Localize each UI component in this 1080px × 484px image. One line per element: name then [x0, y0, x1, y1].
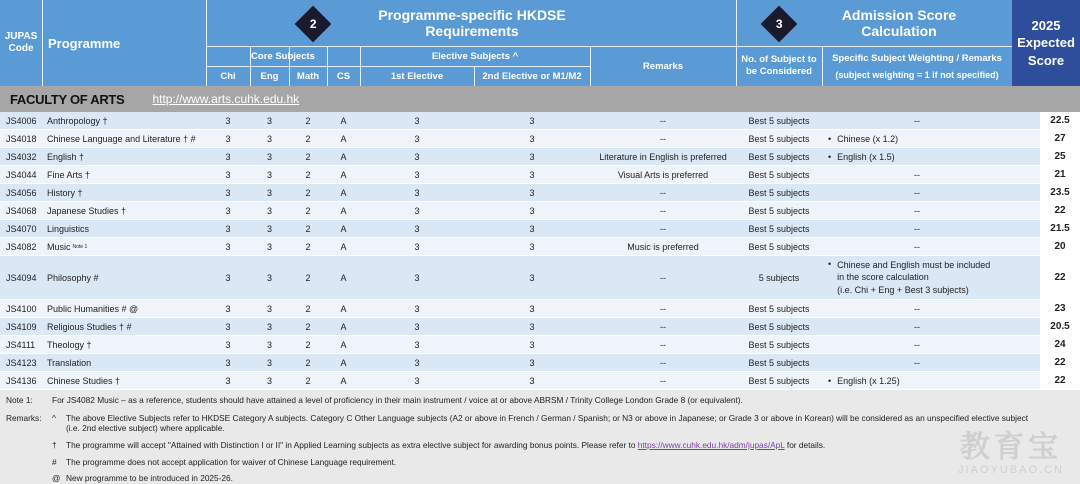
table-row [0, 336, 1080, 354]
table-row [0, 112, 1080, 130]
cell-cs: A [340, 375, 347, 386]
cell-cs: A [340, 223, 347, 234]
cell-programme: Religious Studies † # [47, 321, 132, 332]
cell-e2: 3 [529, 272, 535, 283]
cell-code: JS4100 [6, 303, 37, 314]
dagger-text: The programme will accept "Attained with Distinction I or II" in Applied Learning subjects as extra elective subject for awarding bonus points. Please refer to [66, 440, 636, 450]
cell-math: 2 [305, 187, 311, 198]
core-subjects-header: Core Subjects [251, 50, 315, 62]
cell-programme: Chinese Language and Literature † # [47, 133, 196, 144]
cell-eng: 3 [266, 321, 272, 332]
section-2-badge: 2 [295, 6, 332, 43]
cell-math: 2 [305, 205, 311, 216]
cell-programme: History † [47, 187, 83, 198]
cell-chi: 3 [225, 375, 231, 386]
cell-score: 21 [1040, 166, 1080, 183]
cell-math: 2 [305, 151, 311, 162]
cell-programme: Philosophy # [47, 272, 99, 283]
cell-remarks: -- [660, 375, 666, 386]
cell-code: JS4006 [6, 115, 37, 126]
hash-symbol: # [52, 457, 57, 467]
cell-score: 24 [1040, 336, 1080, 353]
cell-chi: 3 [225, 303, 231, 314]
cell-num: Best 5 subjects [748, 133, 810, 144]
expected-score-header: 2025 Expected Score [1012, 0, 1080, 86]
cell-weighting: -- [914, 339, 920, 350]
cell-remarks: -- [660, 339, 666, 350]
cell-weighting: -- [914, 303, 920, 314]
cell-e1: 3 [414, 241, 420, 252]
cell-e2: 3 [529, 133, 535, 144]
cell-num: Best 5 subjects [748, 151, 810, 162]
cell-num: Best 5 subjects [748, 187, 810, 198]
cell-programme: Chinese Studies † [47, 375, 121, 386]
programme-header: Programme [48, 35, 121, 51]
cell-chi: 3 [225, 115, 231, 126]
cs-header: CS [336, 70, 351, 82]
cell-chi: 3 [225, 357, 231, 368]
cell-programme: Anthropology † [47, 115, 108, 126]
table-row [0, 318, 1080, 336]
cell-programme: Linguistics [47, 223, 90, 234]
table-row [0, 220, 1080, 238]
cell-remarks: Music is preferred [627, 241, 699, 252]
cell-math: 2 [305, 133, 311, 144]
cell-programme [42, 238, 206, 255]
cell-e1: 3 [414, 133, 420, 144]
cell-remarks: Visual Arts is preferred [617, 169, 709, 180]
weighting-header: Specific Subject Weighting / Remarks [832, 52, 1002, 64]
cell-score: 22 [1040, 354, 1080, 371]
cell-eng: 3 [266, 223, 272, 234]
cell-remarks: -- [660, 223, 666, 234]
cell-math: 2 [305, 272, 311, 283]
cell-eng: 3 [266, 169, 272, 180]
cell-programme: Japanese Studies † [47, 205, 127, 216]
cell-code: JS4070 [6, 223, 37, 234]
cell-e1: 3 [414, 357, 420, 368]
cell-weighting [822, 256, 1012, 299]
cell-score: 21.5 [1040, 220, 1080, 237]
weighting-text: English (x 1.25) [837, 375, 900, 386]
cell-num: Best 5 subjects [748, 223, 810, 234]
math-header: Math [296, 70, 320, 82]
remarks-label: Remarks: [6, 413, 42, 423]
cell-e2: 3 [529, 357, 535, 368]
cell-e1: 3 [414, 303, 420, 314]
section-3-badge: 3 [761, 6, 798, 43]
caret-text-cont: (i.e. 2nd elective subject) where applicable. [66, 423, 225, 433]
cell-code: JS4018 [6, 133, 37, 144]
cell-code: JS4111 [6, 339, 36, 350]
cell-math: 2 [305, 375, 311, 386]
note1-text: For JS4082 Music – as a reference, students should have attained a level of proficiency in their main instrument / voice at or above ABRSM / Trinity College London Grade 8 (or equivalent). [52, 395, 743, 405]
cell-e1: 3 [414, 321, 420, 332]
cell-cs: A [340, 151, 347, 162]
cell-e2: 3 [529, 321, 535, 332]
cell-code: JS4136 [6, 375, 37, 386]
weighting-text: Chinese (x 1.2) [837, 133, 899, 144]
cell-cs: A [340, 321, 347, 332]
cell-score: 25 [1040, 148, 1080, 165]
apl-link[interactable]: https://www.cuhk.edu.hk/adm/jupas/ApL [637, 440, 785, 450]
cell-remarks: -- [660, 272, 666, 283]
elective1-header: 1st Elective [390, 70, 444, 82]
cell-num: Best 5 subjects [748, 357, 810, 368]
weighting-line: in the score calculation [837, 272, 929, 283]
section-3-title: Admission Score Calculation [841, 7, 957, 39]
watermark-en: JIAOYUBAO.CN [958, 464, 1064, 476]
cell-eng: 3 [266, 375, 272, 386]
cell-weighting: -- [914, 357, 920, 368]
cell-weighting [822, 148, 1012, 165]
cell-code: JS4056 [6, 187, 37, 198]
cell-code: JS4123 [6, 357, 37, 368]
cell-eng: 3 [266, 272, 272, 283]
cell-weighting [822, 372, 1012, 389]
watermark-logo [958, 422, 1064, 476]
note-superscript: Note 1 [72, 243, 88, 250]
cell-e1: 3 [414, 115, 420, 126]
cell-cs: A [340, 357, 347, 368]
weighting-text: English (x 1.5) [837, 151, 895, 162]
cell-weighting: -- [914, 321, 920, 332]
cell-code: JS4068 [6, 205, 37, 216]
cell-eng: 3 [266, 151, 272, 162]
cell-programme: Theology † [47, 339, 92, 350]
cell-e2: 3 [529, 303, 535, 314]
cell-e2: 3 [529, 169, 535, 180]
programme-table [0, 112, 1080, 390]
cell-chi: 3 [225, 321, 231, 332]
cell-eng: 3 [266, 339, 272, 350]
cell-programme: English † [47, 151, 85, 162]
table-row [0, 148, 1080, 166]
cell-math: 2 [305, 339, 311, 350]
cell-score: 23 [1040, 300, 1080, 317]
num-subjects-header: No. of Subject to be Considered [741, 53, 817, 77]
cell-weighting: -- [914, 223, 920, 234]
table-row [0, 238, 1080, 256]
cell-weighting: -- [914, 205, 920, 216]
cell-remarks: -- [660, 303, 666, 314]
bullet-icon: • [828, 151, 832, 162]
cell-eng: 3 [266, 133, 272, 144]
cell-num: Best 5 subjects [748, 241, 810, 252]
cell-e2: 3 [529, 241, 535, 252]
cell-programme: Public Humanities # @ [47, 303, 139, 314]
cell-e1: 3 [414, 339, 420, 350]
cell-score: 27 [1040, 130, 1080, 147]
cell-chi: 3 [225, 151, 231, 162]
cell-math: 2 [305, 241, 311, 252]
caret-symbol: ^ [52, 413, 56, 423]
chi-header: Chi [220, 70, 236, 82]
cell-math: 2 [305, 115, 311, 126]
cell-eng: 3 [266, 303, 272, 314]
watermark-cn: 教育宝 [960, 431, 1063, 464]
cell-cs: A [340, 115, 347, 126]
cell-e2: 3 [529, 375, 535, 386]
cell-cs: A [340, 339, 347, 350]
cell-eng: 3 [266, 115, 272, 126]
cell-e1: 3 [414, 151, 420, 162]
table-row [0, 372, 1080, 390]
cell-score: 20.5 [1040, 318, 1080, 335]
dagger-symbol: † [52, 440, 57, 450]
cell-e1: 3 [414, 375, 420, 386]
cell-eng: 3 [266, 357, 272, 368]
cell-weighting: -- [914, 169, 920, 180]
cell-weighting: -- [914, 241, 920, 252]
cell-code: JS4044 [6, 169, 37, 180]
cell-code: JS4082 [6, 241, 37, 252]
cell-score: 22 [1040, 256, 1080, 299]
bullet-icon: • [828, 375, 832, 386]
cell-cs: A [340, 303, 347, 314]
cell-num: Best 5 subjects [748, 205, 810, 216]
cell-weighting [822, 130, 1012, 147]
cell-chi: 3 [225, 169, 231, 180]
cell-remarks: Literature in English is preferred [599, 151, 727, 162]
table-row [0, 166, 1080, 184]
cell-e1: 3 [414, 223, 420, 234]
at-symbol: @ [52, 473, 61, 483]
eng-header: Eng [260, 70, 279, 82]
cell-cs: A [340, 187, 347, 198]
cell-score: 20 [1040, 238, 1080, 255]
cell-eng: 3 [266, 241, 272, 252]
cell-num: Best 5 subjects [748, 339, 810, 350]
elective2-header: 2nd Elective or M1/M2 [482, 70, 582, 82]
cell-e1: 3 [414, 205, 420, 216]
cell-e1: 3 [414, 169, 420, 180]
cell-cs: A [340, 205, 347, 216]
table-row [0, 256, 1080, 300]
table-row [0, 202, 1080, 220]
cell-chi: 3 [225, 339, 231, 350]
cell-num: Best 5 subjects [748, 169, 810, 180]
table-header [0, 0, 1080, 86]
cell-cs: A [340, 241, 347, 252]
cell-e2: 3 [529, 339, 535, 350]
cell-num: Best 5 subjects [748, 321, 810, 332]
cell-remarks: -- [660, 133, 666, 144]
note1-label: Note 1: [6, 395, 33, 405]
cell-score: 22 [1040, 202, 1080, 219]
cell-math: 2 [305, 303, 311, 314]
weighting-line: Chinese and English must be included [837, 260, 991, 271]
table-row [0, 184, 1080, 202]
cell-num: Best 5 subjects [748, 115, 810, 126]
cell-weighting: -- [914, 115, 920, 126]
cell-remarks: -- [660, 205, 666, 216]
table-row [0, 354, 1080, 372]
cell-code: JS4094 [6, 272, 37, 283]
faculty-name: FACULTY OF ARTS [10, 91, 125, 107]
table-row [0, 130, 1080, 148]
cell-e2: 3 [529, 205, 535, 216]
cell-score: 23.5 [1040, 184, 1080, 201]
cell-code: JS4032 [6, 151, 37, 162]
weighting-line: (i.e. Chi + Eng + Best 3 subjects) [837, 284, 969, 295]
cell-chi: 3 [225, 241, 231, 252]
table-row [0, 300, 1080, 318]
remarks-header: Remarks [642, 60, 684, 72]
cell-programme: Fine Arts † [47, 169, 91, 180]
programme-name: Music [47, 241, 71, 252]
cell-score: 22 [1040, 372, 1080, 389]
cell-programme: Translation [47, 357, 92, 368]
faculty-bar [0, 86, 1080, 112]
cell-e1: 3 [414, 187, 420, 198]
cell-math: 2 [305, 321, 311, 332]
cell-cs: A [340, 169, 347, 180]
weighting-subheader: (subject weighting = 1 if not specified) [835, 70, 999, 80]
cell-math: 2 [305, 357, 311, 368]
hash-text: The programme does not accept application for waiver of Chinese Language requirement. [66, 457, 397, 467]
cell-remarks: -- [660, 187, 666, 198]
cell-chi: 3 [225, 272, 231, 283]
cell-num: Best 5 subjects [748, 375, 810, 386]
cell-chi: 3 [225, 205, 231, 216]
faculty-url-link[interactable]: http://www.arts.cuhk.edu.hk [152, 92, 300, 106]
cell-e1: 3 [414, 272, 420, 283]
dagger-note [66, 440, 825, 450]
cell-eng: 3 [266, 205, 272, 216]
cell-e2: 3 [529, 151, 535, 162]
cell-cs: A [340, 133, 347, 144]
cell-chi: 3 [225, 187, 231, 198]
section-2-title: Programme-specific HKDSE Requirements [378, 7, 566, 39]
cell-remarks: -- [660, 115, 666, 126]
cell-code: JS4109 [6, 321, 37, 332]
cell-chi: 3 [225, 133, 231, 144]
cell-cs: A [340, 272, 347, 283]
notes-section [0, 390, 1080, 484]
elective-subjects-header: Elective Subjects ^ [431, 50, 519, 62]
cell-num: Best 5 subjects [748, 303, 810, 314]
cell-remarks: -- [660, 357, 666, 368]
cell-math: 2 [305, 169, 311, 180]
cell-math: 2 [305, 223, 311, 234]
at-text: New programme to be introduced in 2025-26. [66, 473, 233, 483]
cell-num: 5 subjects [758, 272, 800, 283]
bullet-icon: • [828, 259, 832, 270]
cell-e2: 3 [529, 115, 535, 126]
cell-weighting: -- [914, 187, 920, 198]
cell-remarks: -- [660, 321, 666, 332]
cell-e2: 3 [529, 223, 535, 234]
dagger-tail: for details. [786, 440, 826, 450]
cell-eng: 3 [266, 187, 272, 198]
bullet-icon: • [828, 133, 832, 144]
cell-e2: 3 [529, 187, 535, 198]
jupas-code-header: JUPAS Code [4, 31, 38, 54]
caret-text: The above Elective Subjects refer to HKDSE Category A subjects. Category C Other Language subjects (A2 or above in French / German / Spanish; or N3 or above in Japanese; or Grade 3 or above in Korean) will be considered as an unspecified elective subject [66, 413, 1029, 423]
cell-chi: 3 [225, 223, 231, 234]
cell-score: 22.5 [1040, 112, 1080, 129]
